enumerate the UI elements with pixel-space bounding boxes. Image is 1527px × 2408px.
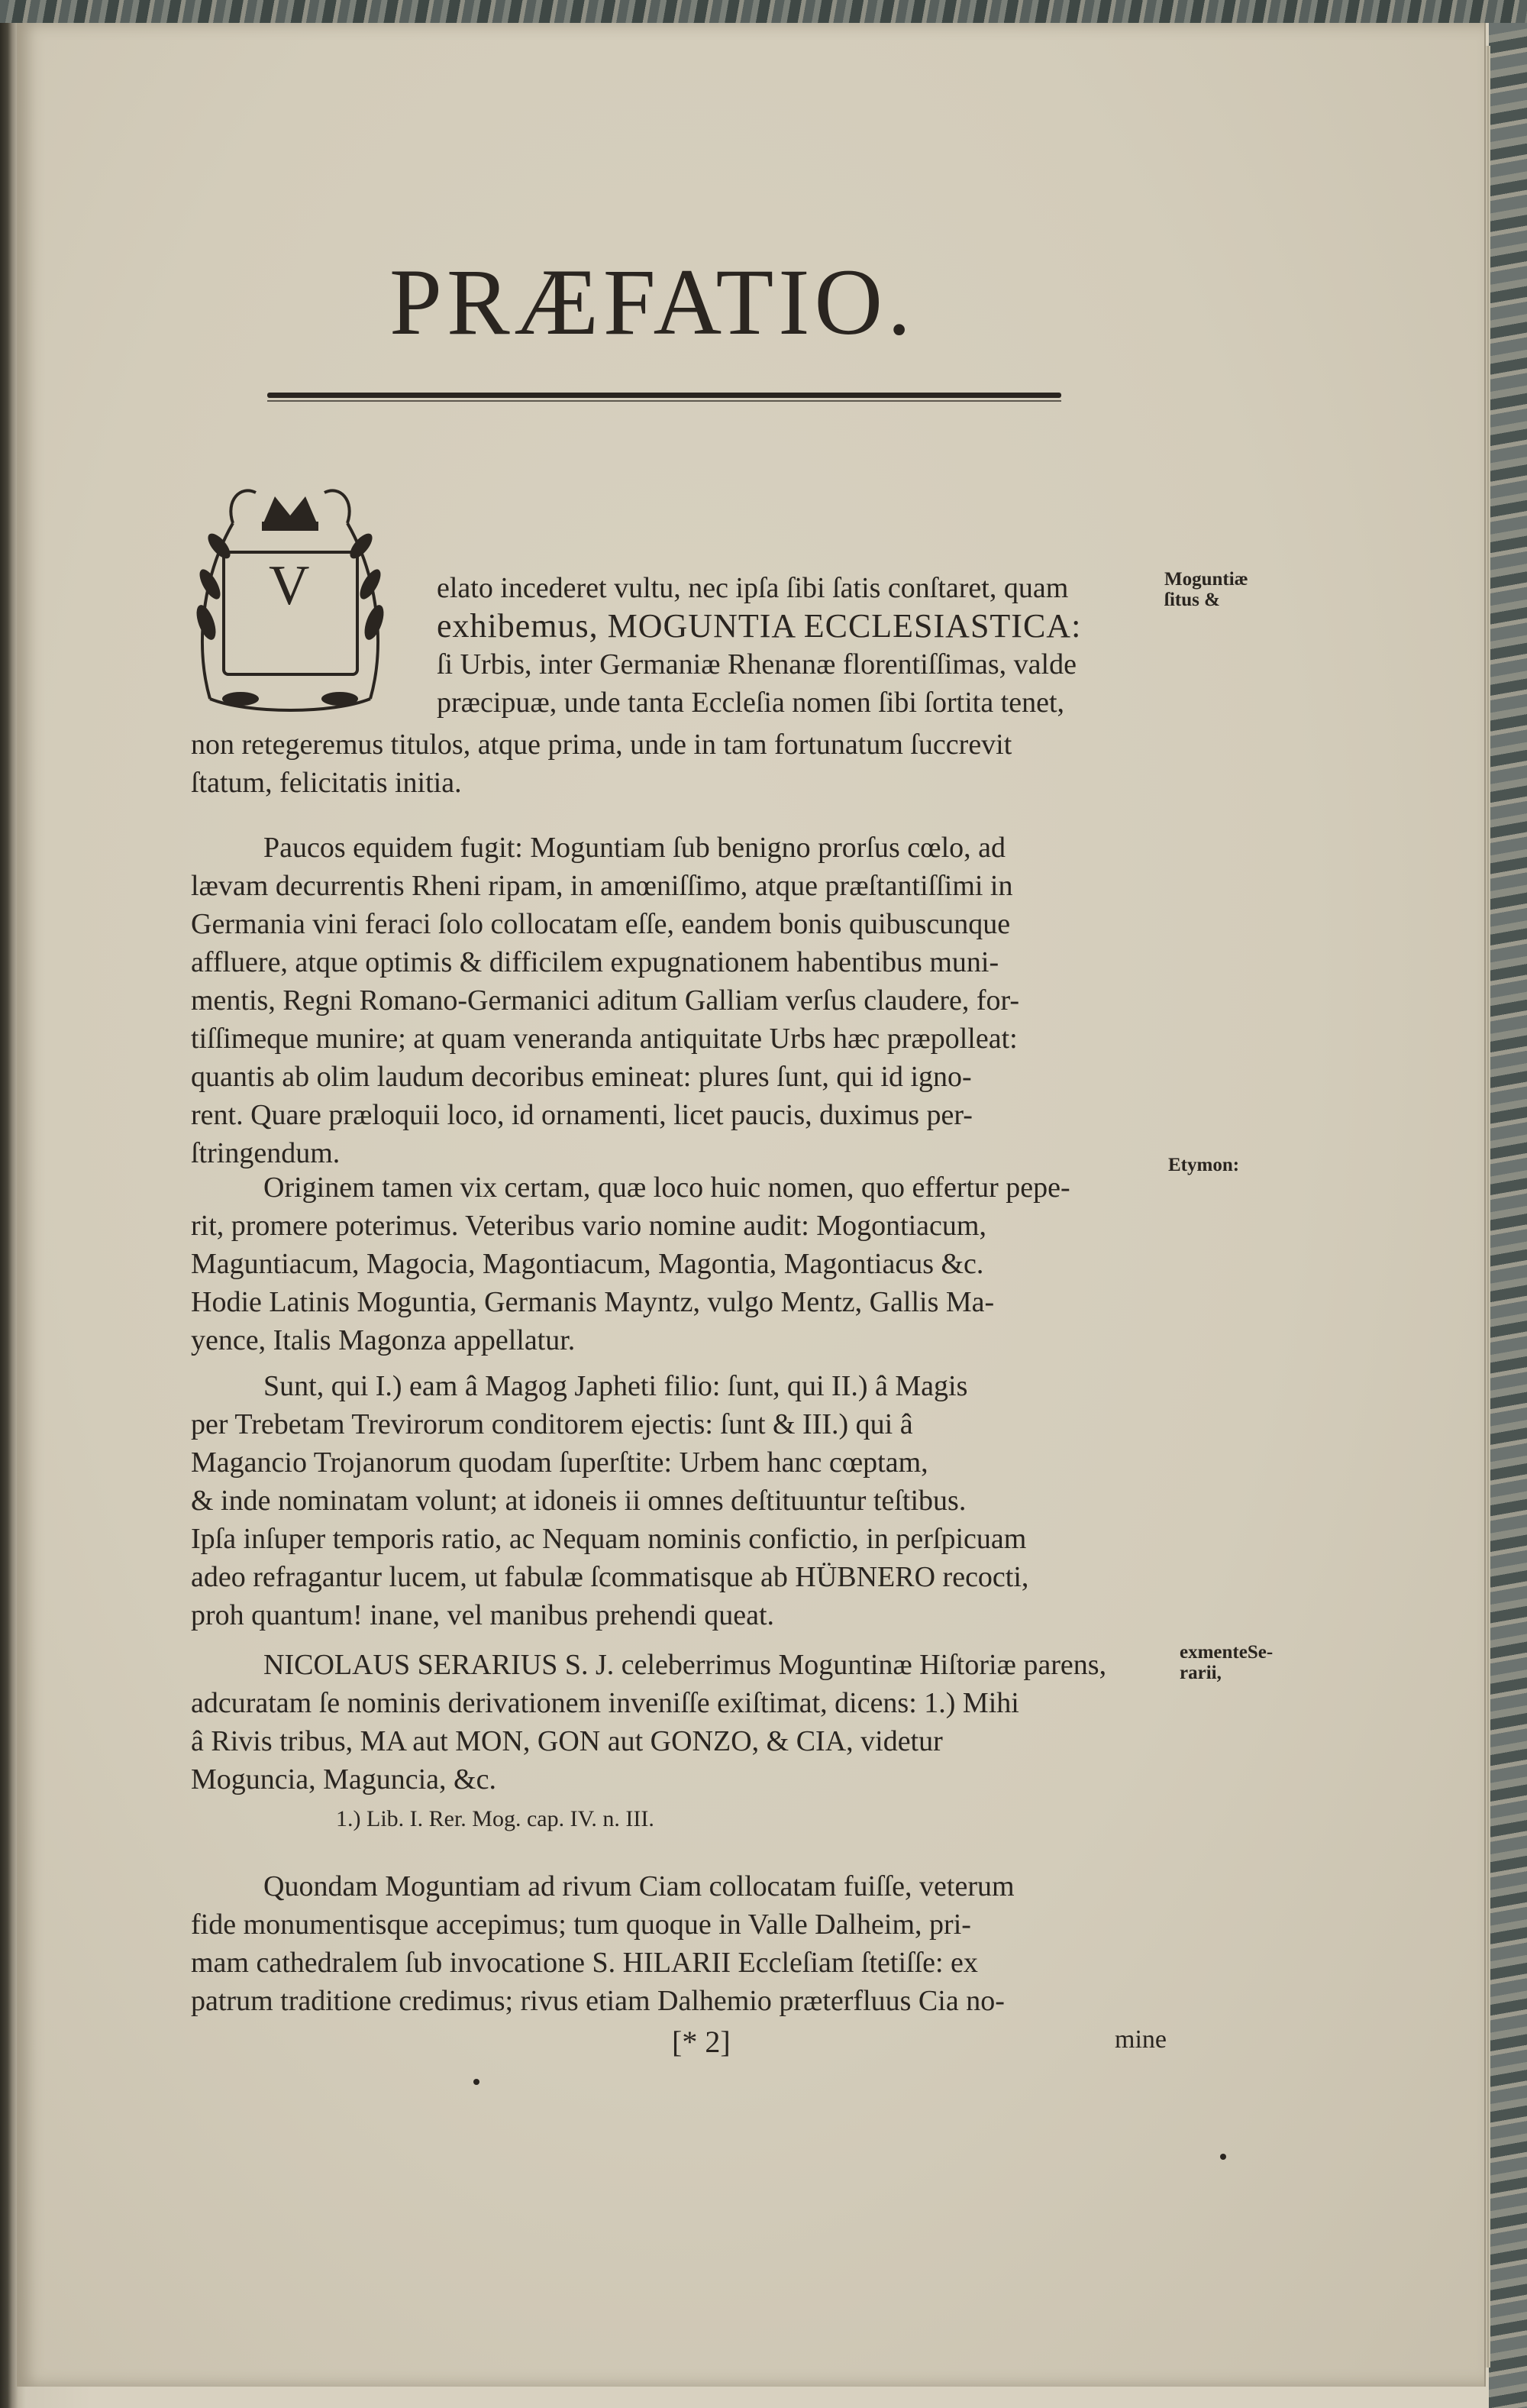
margin-note-line: ſitus & — [1164, 590, 1220, 610]
text-line: mam cathedralem ſub invocatione S. HILARII Eccleſiam ſtetiſſe: ex — [191, 1947, 978, 1979]
text-line: Ipſa inſuper temporis ratio, ac Nequam nominis confictio, in perſpicuam — [191, 1523, 1027, 1555]
margin-note-line: rarii, — [1180, 1663, 1222, 1683]
margin-note-etymon: Etymon: — [1168, 1155, 1240, 1175]
catchword: mine — [1115, 2025, 1167, 2054]
paragraph-2 — [191, 829, 1172, 1172]
paragraph-6 — [191, 1867, 1172, 2020]
text-line: lævam decurrentis Rheni ripam, in amœniſſimo, atque præſtantiſſimi in — [191, 870, 1013, 902]
margin-note-line: exmenteSe- — [1180, 1642, 1274, 1663]
ink-speck — [473, 2079, 479, 2085]
initial-letter: V — [269, 554, 310, 617]
paragraph-4 — [191, 1367, 1172, 1634]
title-rule — [267, 393, 1061, 398]
text-line: Sunt, qui I.) eam â Magog Japheti filio: ſunt, qui II.) â Magis — [263, 1370, 968, 1402]
text-line: proh quantum! inane, vel manibus prehendi queat. — [191, 1599, 775, 1631]
page-title: PRÆFATIO. — [389, 250, 916, 354]
text-line: Originem tamen vix certam, quæ loco huic nomen, quo effertur pepe- — [263, 1172, 1070, 1204]
text-line: adeo refragantur lucem, ut fabulæ ſcommatisque ab HÜBNERO recocti, — [191, 1561, 1029, 1593]
text-line: non retegeremus titulos, atque prima, unde in tam fortunatum ſuccrevit — [191, 729, 1012, 761]
text-line: exhibemus, MOGUNTIA ECCLESIASTICA: — [437, 607, 1082, 645]
text-line: præcipuæ, unde tanta Eccleſia nomen ſibi ſortita tenet, — [437, 687, 1065, 719]
text-line: Germania vini feraci ſolo collocatam eſſe, eandem bonis quibuscunque — [191, 908, 1011, 940]
text-line: quantis ab olim laudum decoribus emineat: plures ſunt, qui id igno- — [191, 1061, 972, 1093]
ink-speck — [1220, 2154, 1226, 2160]
paragraph-5 — [191, 1646, 1172, 1799]
marbled-edge-top — [0, 0, 1527, 23]
margin-note-serarii — [1180, 1642, 1273, 1683]
text-line: elato incederet vultu, nec ipſa ſibi ſatis conſtaret, quam — [437, 572, 1069, 604]
text-line: Magancio Trojanorum quodam ſuperſtite: Urbem hanc cœptam, — [191, 1446, 928, 1479]
text-line: & inde nominatam volunt; at idoneis ii omnes deſtituuntur teſtibus. — [191, 1485, 967, 1517]
text-line: Hodie Latinis Moguntia, Germanis Mayntz, vulgo Mentz, Gallis Ma- — [191, 1286, 995, 1318]
text-line: ſi Urbis, inter Germaniæ Rhenanæ florentiſſimas, valde — [437, 648, 1077, 680]
text-line: rit, promere poterimus. Veteribus vario nomine audit: Mogontiacum, — [191, 1210, 986, 1242]
paragraph-1 — [191, 726, 1172, 802]
footnote: 1.) Lib. I. Rer. Mog. cap. IV. n. III. — [336, 1806, 654, 1831]
text-line: â Rivis tribus, MA aut MON, GON aut GONZO, & CIA, videtur — [191, 1725, 943, 1757]
text-line: NICOLAUS SERARIUS S. J. celeberrimus Moguntinæ Hiſtoriæ parens, — [263, 1649, 1107, 1681]
margin-note-line: Moguntiæ — [1164, 569, 1248, 590]
text-line: rent. Quare præloquii loco, id ornamenti, licet paucis, duximus per- — [191, 1099, 973, 1131]
text-line: Quondam Moguntiam ad rivum Ciam collocatam fuiſſe, veterum — [263, 1870, 1015, 1902]
text-line: affluere, atque optimis & difficilem expugnationem habentibus muni- — [191, 946, 999, 978]
text-line: mentis, Regni Romano-Germanici aditum Galliam verſus claudere, for- — [191, 984, 1020, 1017]
margin-note-situs — [1164, 569, 1248, 610]
text-line: per Trebetam Trevirorum conditorem ejectis: ſunt & III.) qui â — [191, 1408, 913, 1440]
text-line: ſtatum, felicitatis initia. — [191, 767, 462, 799]
paragraph-1-indented — [437, 569, 1173, 722]
text-line: Moguncia, Maguncia, &c. — [191, 1763, 496, 1795]
signature-mark: [* 2] — [672, 2025, 731, 2059]
text-line: Paucos equidem fugit: Moguntiam ſub benigno prorſus cœlo, ad — [263, 832, 1006, 864]
text-line: Maguntiacum, Magocia, Magontiacum, Magontia, Magontiacus &c. — [191, 1248, 984, 1280]
text-line: fide monumentisque accepimus; tum quoque in Valle Dalheim, pri- — [191, 1909, 971, 1941]
text-line: ſtringendum. — [191, 1137, 341, 1169]
marbled-board-right — [1489, 23, 1527, 2408]
text-line: patrum traditione credimus; rivus etiam Dalhemio præterfluus Cia no- — [191, 1985, 1005, 2017]
text-line: yence, Italis Magonza appellatur. — [191, 1324, 576, 1356]
text-line: tiſſimeque munire; at quam veneranda antiquitate Urbs hæc præpolleat: — [191, 1023, 1018, 1055]
text-line: adcuratam ſe nominis derivationem inveniſſe exiſtimat, dicens: 1.) Mihi — [191, 1687, 1019, 1719]
paragraph-3 — [191, 1168, 1172, 1359]
title-rule-thin — [267, 400, 1061, 402]
